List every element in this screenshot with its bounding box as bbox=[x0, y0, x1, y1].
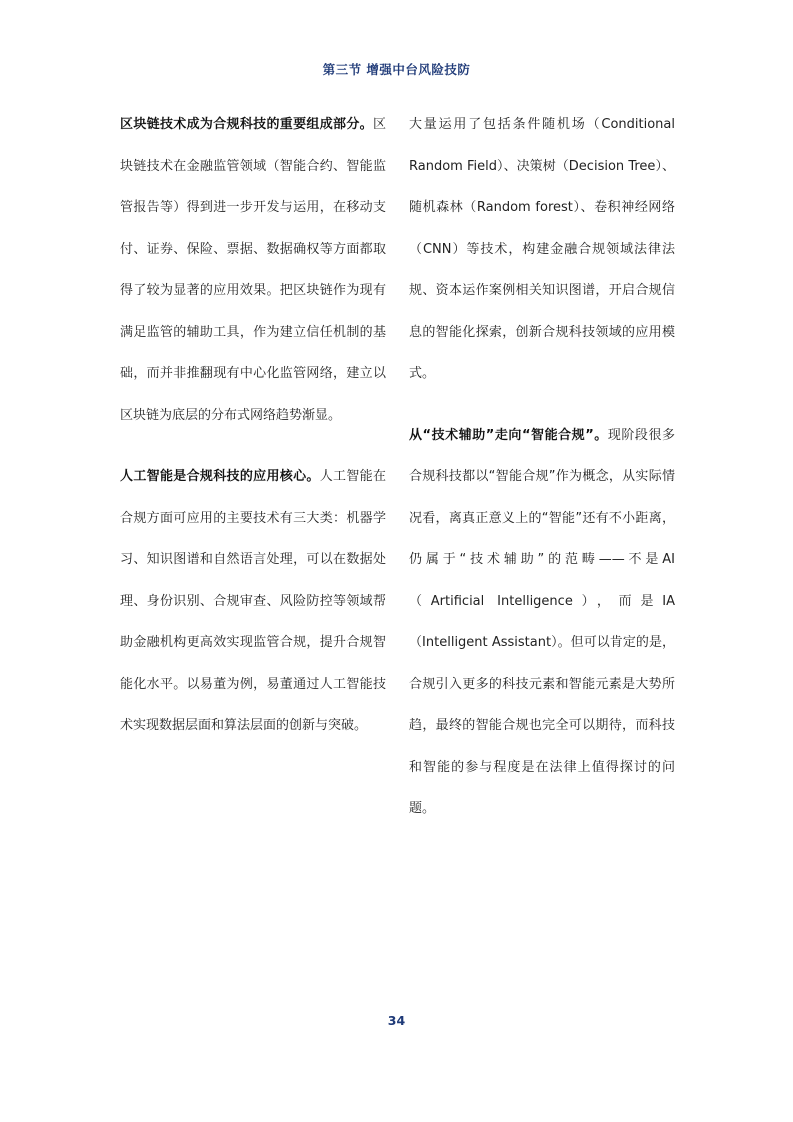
paragraph-lead-smart-compliance: 从“技术辅助”走向“智能合规”。 bbox=[409, 427, 608, 443]
paragraph-blockchain bbox=[120, 104, 386, 436]
left-column bbox=[120, 104, 386, 747]
page-header: 第三节 增强中台风险技防 bbox=[322, 62, 471, 77]
paragraph-ai-continued bbox=[409, 104, 675, 395]
page-number: 34 bbox=[387, 1013, 406, 1028]
paragraph-body-smart-compliance: 现阶段很多合规科技都以“智能合规”作为概念，从实际情况看，离真正意义上的“智能”还有不小距离，仍属于“技术辅助”的范畴——不是AI（Artificial Intelligence），而是IA（Intelligent Assistant）。但可以肯定的是，合规引入更多的科技元素和智能元素是大势所趋，最终的智能合规也完全可以期待，而科技和智能的参与程度是在法律上值得探讨的问题。 bbox=[409, 427, 675, 816]
paragraph-lead-blockchain: 区块链技术成为合规科技的重要组成部分。 bbox=[120, 117, 373, 132]
paragraph-body-blockchain: 区块链技术在金融监管领域（智能合约、智能监管报告等）得到进一步开发与运用，在移动支付、证券、保险、票据、数据确权等方面都取得了较为显著的应用效果。把区块链作为现有满足监管的辅助工具，作为建立信任机制的基础，而并非推翻现有中心化监管网络，建立以区块链为底层的分布式网络趋势渐显。 bbox=[120, 117, 386, 423]
right-column bbox=[409, 104, 675, 830]
paragraph-ai bbox=[120, 456, 386, 747]
paragraph-body-ai: 人工智能在合规方面可应用的主要技术有三大类：机器学习、知识图谱和自然语言处理，可以在数据处理、身份识别、合规审查、风险防控等领域帮助金融机构更高效实现监管合规，提升合规智能化水平。以易董为例，易董通过人工智能技术实现数据层面和算法层面的创新与突破。 bbox=[120, 469, 386, 733]
paragraph-smart-compliance bbox=[409, 415, 675, 830]
paragraph-body-ai-continued: 大量运用了包括条件随机场（Conditional Random Field）、决策树（Decision Tree）、随机森林（Random forest）、卷积神经网络（CNN）等技术，构建金融合规领域法律法规、资本运作案例相关知识图谱，开启合规信息的智能化探索，创新合规科技领域的应用模式。 bbox=[409, 117, 675, 381]
paragraph-lead-ai: 人工智能是合规科技的应用核心。 bbox=[120, 469, 320, 484]
